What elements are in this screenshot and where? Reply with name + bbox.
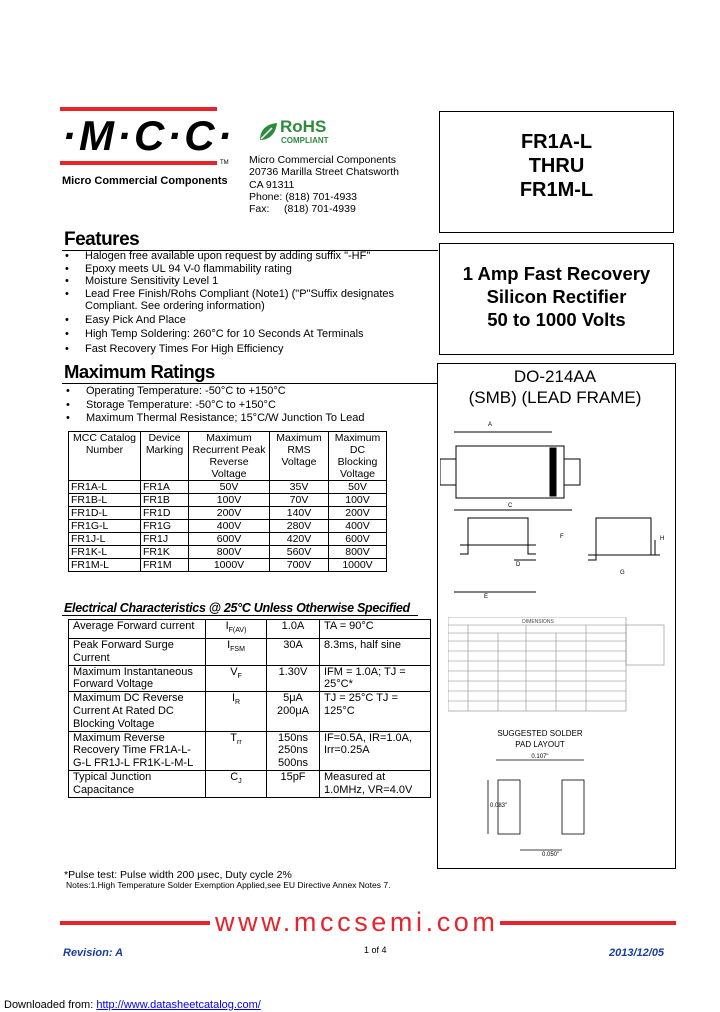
table-cell: 50V bbox=[329, 481, 387, 494]
description-line: 1 Amp Fast Recovery bbox=[462, 263, 651, 284]
features-heading: Features bbox=[64, 229, 140, 250]
pulse-note: *Pulse test: Pulse width 200 μsec, Duty cycle 2% bbox=[64, 869, 292, 881]
mcc-logo: ·M·C·C· bbox=[62, 112, 235, 159]
feature-item: • Fast Recovery Times For High Efficiency bbox=[62, 343, 437, 356]
table-row bbox=[69, 507, 387, 520]
table-cell: 420V bbox=[270, 533, 329, 546]
table-row bbox=[69, 533, 387, 546]
table-cell: 800V bbox=[189, 546, 270, 559]
solder-gap: 0.050" bbox=[542, 852, 560, 858]
table-row bbox=[69, 731, 431, 770]
part-first: FR1A-L bbox=[520, 131, 593, 153]
value-cell: 15pF bbox=[267, 770, 320, 797]
max-ratings-heading: Maximum Ratings bbox=[64, 361, 215, 382]
dim-label-h: H bbox=[660, 536, 665, 542]
symbol-cell bbox=[206, 620, 267, 639]
symbol-sub: rr bbox=[237, 738, 242, 746]
footer-website[interactable]: www.mccsemi.com bbox=[215, 907, 499, 937]
table-cell: 560V bbox=[270, 546, 329, 559]
table-row bbox=[69, 620, 431, 639]
table-cell: FR1J bbox=[141, 533, 189, 546]
table-cell: FR1D bbox=[141, 507, 189, 520]
feature-item: • Moisture Sensitivity Level 1 bbox=[62, 275, 437, 288]
value-cell: 5μA 200μA bbox=[267, 692, 320, 731]
revision-date: 2013/12/05 bbox=[609, 947, 665, 959]
symbol-sub: J bbox=[238, 778, 242, 786]
condition-cell: Measured at 1.0MHz, VR=4.0V bbox=[320, 770, 431, 797]
symbol-sub: F(AV) bbox=[228, 627, 247, 635]
table-cell: FR1B bbox=[141, 494, 189, 507]
condition-cell: TJ = 25°C TJ = 125°C bbox=[320, 692, 431, 731]
symbol-cell bbox=[206, 731, 267, 770]
symbol-cell bbox=[206, 638, 267, 665]
solder-height: 0.083" bbox=[490, 803, 508, 809]
param-cell: Maximum Reverse Recovery Time FR1A-L-G-L FR1J-L FR1K-L-M-L bbox=[69, 731, 206, 770]
address-line: Micro Commercial Components bbox=[249, 154, 397, 166]
value-cell: 1.30V bbox=[267, 665, 320, 692]
table-cell: FR1B-L bbox=[69, 494, 141, 507]
address-line: CA 91311 bbox=[249, 178, 295, 191]
solder-title bbox=[490, 728, 590, 750]
condition-cell: IF=0.5A, IR=1.0A, Irr=0.25A bbox=[320, 731, 431, 770]
revision: Revision: A bbox=[63, 947, 124, 959]
value-cell: 1.0A bbox=[267, 620, 320, 639]
param-cell: Peak Forward Surge Current bbox=[69, 638, 206, 665]
col-dc: Maximum DC Blocking Voltage bbox=[329, 432, 387, 481]
table-cell: FR1K bbox=[141, 546, 189, 559]
table-cell: FR1G bbox=[141, 520, 189, 533]
table-cell: 1000V bbox=[329, 559, 387, 572]
table-cell: FR1M bbox=[141, 559, 189, 572]
table-cell: 700V bbox=[270, 559, 329, 572]
symbol-cell bbox=[206, 770, 267, 797]
col-rms: Maximum RMS Voltage bbox=[270, 432, 329, 481]
dim-label-d: D bbox=[516, 562, 521, 568]
logo-bottom-bar bbox=[60, 161, 217, 165]
page-number: 1 of 4 bbox=[364, 945, 387, 955]
feature-item: • Epoxy meets UL 94 V-0 flammability rating bbox=[62, 263, 437, 276]
table-cell: FR1A-L bbox=[69, 481, 141, 494]
table-row bbox=[69, 520, 387, 533]
symbol: I bbox=[225, 620, 229, 632]
table-cell: 100V bbox=[189, 494, 270, 507]
col-marking: Device Marking bbox=[141, 432, 189, 481]
trademark: TM bbox=[220, 160, 229, 166]
rohs-subtitle: COMPLIANT bbox=[281, 136, 329, 145]
rating-item: • Maximum Thermal Resistance; 15°C/W Junction To Lead bbox=[64, 412, 365, 426]
table-cell: FR1J-L bbox=[69, 533, 141, 546]
symbol: T bbox=[230, 731, 238, 744]
table-cell: 600V bbox=[189, 533, 270, 546]
rohs-title: RoHS bbox=[280, 117, 327, 136]
dim-label-a: A bbox=[488, 422, 493, 428]
table-row bbox=[69, 481, 387, 494]
solder-title-line: SUGGESTED SOLDER bbox=[497, 729, 583, 738]
symbol: V bbox=[230, 665, 238, 678]
footer-rule-left bbox=[60, 921, 210, 925]
table-cell: FR1G-L bbox=[69, 520, 141, 533]
download-prefix: Downloaded from: bbox=[4, 999, 97, 1011]
table-cell: 280V bbox=[270, 520, 329, 533]
table-row bbox=[69, 546, 387, 559]
table-row bbox=[69, 494, 387, 507]
dim-label-f: F bbox=[560, 534, 564, 540]
dim-label-g: G bbox=[620, 570, 625, 576]
ratings-table bbox=[68, 431, 387, 572]
table-cell: 200V bbox=[189, 507, 270, 520]
feature-item: • High Temp Soldering: 260°C for 10 Seconds At Terminals bbox=[62, 328, 437, 341]
condition-cell: 8.3ms, half sine bbox=[320, 638, 431, 665]
max-ratings-list bbox=[64, 385, 365, 426]
note-1: Notes:1.High Temperature Solder Exemption Applied,see EU Directive Annex Notes 7. bbox=[66, 880, 391, 890]
package-title bbox=[437, 366, 673, 408]
table-cell: 1000V bbox=[189, 559, 270, 572]
leaf-icon bbox=[257, 121, 279, 143]
part-last: FR1M-L bbox=[519, 179, 594, 201]
package-drawing bbox=[440, 410, 672, 610]
package-name: DO-214AA bbox=[513, 367, 597, 386]
symbol-sub: FSM bbox=[230, 646, 245, 654]
dimensions-title: DIMENSIONS bbox=[522, 619, 554, 625]
table-cell: 800V bbox=[329, 546, 387, 559]
symbol-sub: R bbox=[235, 699, 241, 707]
table-cell: 200V bbox=[329, 507, 387, 520]
dimensions-table bbox=[448, 617, 666, 712]
symbol: C bbox=[230, 770, 239, 783]
ratings-header-row bbox=[69, 432, 387, 481]
value-cell: 150ns 250ns 500ns bbox=[267, 731, 320, 770]
table-cell: 140V bbox=[270, 507, 329, 520]
electrical-rule bbox=[62, 615, 418, 616]
table-cell: FR1M-L bbox=[69, 559, 141, 572]
download-link[interactable]: http://www.datasheetcatalog.com/ bbox=[96, 999, 261, 1011]
table-cell: 400V bbox=[329, 520, 387, 533]
rating-item: • Storage Temperature: -50°C to +150°C bbox=[64, 399, 365, 413]
feature-item: • Easy Pick And Place bbox=[62, 314, 437, 327]
table-cell: 50V bbox=[189, 481, 270, 494]
param-cell: Typical Junction Capacitance bbox=[69, 770, 206, 797]
package-sub: (SMB) (LEAD FRAME) bbox=[468, 388, 642, 407]
param-cell: Average Forward current bbox=[69, 620, 206, 639]
rating-item: • Operating Temperature: -50°C to +150°C bbox=[64, 385, 365, 399]
part-number-box bbox=[439, 111, 674, 233]
table-row bbox=[69, 692, 431, 731]
address-line: Fax: (818) 701-4939 bbox=[249, 203, 356, 216]
table-cell: FR1K-L bbox=[69, 546, 141, 559]
description-box bbox=[439, 243, 674, 355]
table-cell: 70V bbox=[270, 494, 329, 507]
table-row bbox=[69, 665, 431, 692]
col-catalog: MCC Catalog Number bbox=[69, 432, 141, 481]
address-line: Phone: (818) 701-4933 bbox=[249, 190, 357, 203]
symbol-cell bbox=[206, 665, 267, 692]
param-cell: Maximum Instantaneous Forward Voltage bbox=[69, 665, 206, 692]
company-tagline: Micro Commercial Components bbox=[62, 175, 228, 187]
company-address bbox=[249, 154, 399, 215]
table-cell: FR1D-L bbox=[69, 507, 141, 520]
address-line: 20736 Marilla Street Chatsworth bbox=[249, 166, 399, 179]
value-cell: 30A bbox=[267, 638, 320, 665]
description-line: Silicon Rectifier bbox=[486, 286, 627, 307]
rohs-badge bbox=[255, 117, 355, 151]
dim-label-e: E bbox=[484, 594, 489, 600]
max-ratings-rule bbox=[62, 383, 438, 384]
solder-pad-layout bbox=[480, 752, 600, 862]
dim-label-c: C bbox=[508, 503, 513, 509]
symbol: I bbox=[231, 692, 235, 705]
table-row bbox=[69, 559, 387, 572]
features-list bbox=[62, 250, 437, 355]
electrical-heading: Electrical Characteristics @ 25°C Unless Otherwise Specified bbox=[64, 601, 410, 615]
description-line: 50 to 1000 Volts bbox=[487, 309, 626, 330]
footer-rule-right bbox=[500, 921, 676, 925]
param-cell: Maximum DC Reverse Current At Rated DC Blocking Voltage bbox=[69, 692, 206, 731]
solder-width: 0.107" bbox=[531, 754, 549, 760]
condition-cell: IFM = 1.0A; TJ = 25°C* bbox=[320, 665, 431, 692]
table-cell: 35V bbox=[270, 481, 329, 494]
symbol: I bbox=[227, 638, 231, 651]
table-cell: FR1A bbox=[141, 481, 189, 494]
symbol-sub: F bbox=[237, 672, 242, 680]
download-line bbox=[4, 999, 261, 1011]
feature-item: • Lead Free Finish/Rohs Compliant (Note1) ("P"Suffix designates Compliant. See ordering information) bbox=[62, 288, 437, 313]
table-cell: 400V bbox=[189, 520, 270, 533]
logo-top-bar bbox=[60, 107, 217, 111]
col-peak: Maximum Recurrent Peak Reverse Voltage bbox=[189, 432, 270, 481]
electrical-table bbox=[68, 619, 431, 798]
part-thru: THRU bbox=[528, 155, 585, 177]
table-row bbox=[69, 770, 431, 797]
table-row bbox=[69, 638, 431, 665]
table-cell: 600V bbox=[329, 533, 387, 546]
feature-item: • Halogen free available upon request by adding suffix "-HF" bbox=[62, 250, 437, 263]
table-cell: 100V bbox=[329, 494, 387, 507]
solder-title-line: PAD LAYOUT bbox=[515, 740, 565, 749]
symbol-cell bbox=[206, 692, 267, 731]
condition-cell: TA = 90°C bbox=[320, 620, 431, 639]
